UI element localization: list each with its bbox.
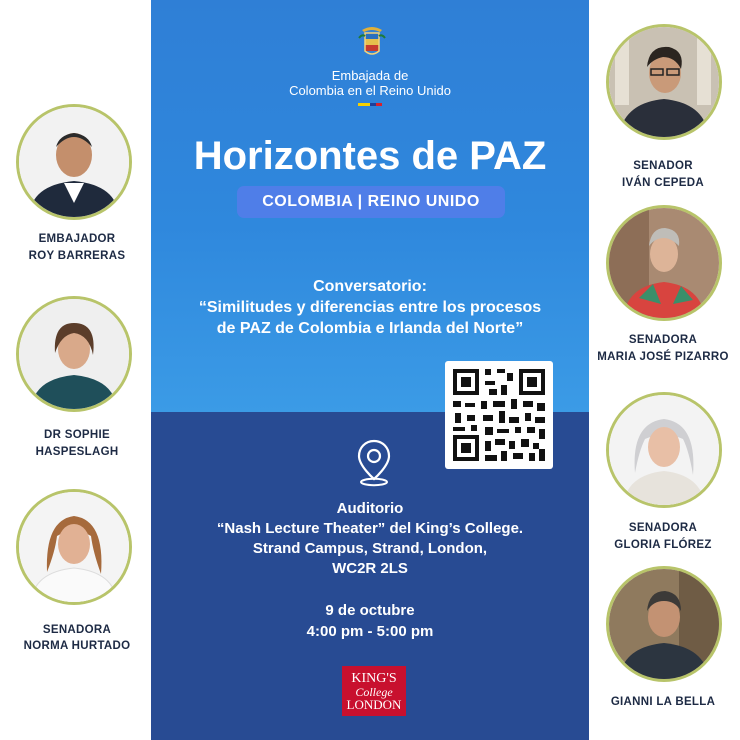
venue-line-2: “Nash Lecture Theater” del King’s College. <box>216 520 524 537</box>
speaker-photo-maria-jose-pizarro <box>606 205 722 321</box>
kings-college-logo <box>342 666 406 716</box>
speaker-name-left-3: NORMA HURTADO <box>23 640 131 652</box>
venue-line-1: Auditorio <box>336 500 404 517</box>
speaker-name-right-2: MARIA JOSÉ PIZARRO <box>597 351 729 363</box>
speaker-role-left-1: EMBAJADOR <box>38 233 116 245</box>
speaker-photo-norma-hurtado <box>16 489 132 605</box>
venue-line-4: WC2R 2LS <box>332 560 408 577</box>
qr-code[interactable] <box>445 361 553 469</box>
logo-line-3: LONDON <box>346 697 402 712</box>
logo-line-2: College <box>355 685 393 699</box>
speaker-name-right-1: IVÁN CEPEDA <box>622 177 704 189</box>
poster-panel <box>151 0 589 740</box>
logo-line-1: KING'S <box>351 671 397 686</box>
speaker-role-left-3: SENADORA <box>42 624 112 636</box>
speaker-photo-sophie-haspeslagh <box>16 296 132 412</box>
venue-line-3: Strand Campus, Strand, London, <box>252 540 488 557</box>
speaker-role-right-3: SENADORA <box>628 522 698 534</box>
event-time: 4:00 pm - 5:00 pm <box>306 623 434 640</box>
location-pin-icon <box>354 437 394 487</box>
flag-bar <box>358 103 382 106</box>
talk-line-2: “Similitudes y diferencias entre los procesos <box>198 299 542 316</box>
speaker-name-left-1: ROY BARRERAS <box>28 250 126 262</box>
speaker-name-right-4: GIANNI LA BELLA <box>610 696 716 708</box>
talk-line-3: de PAZ de Colombia e Irlanda del Norte” <box>216 320 524 337</box>
event-date: 9 de octubre <box>325 602 415 619</box>
speaker-photo-gloria-florez <box>606 392 722 508</box>
colombia-crest-icon <box>358 24 386 58</box>
speaker-role-right-2: SENADORA <box>628 334 698 346</box>
speaker-role-right-1: SENADOR <box>633 160 693 172</box>
event-title: Horizontes de PAZ <box>193 134 547 178</box>
speaker-photo-ivan-cepeda <box>606 24 722 140</box>
embassy-line-2: Colombia en el Reino Unido <box>289 83 451 98</box>
speaker-photo-gianni-la-bella <box>606 566 722 682</box>
speaker-name-right-3: GLORIA FLÓREZ <box>614 539 712 551</box>
speaker-photo-roy-barreras <box>16 104 132 220</box>
embassy-line-1: Embajada de <box>331 68 409 83</box>
speaker-name-left-2: HASPESLAGH <box>35 446 119 458</box>
speaker-role-left-2: DR SOPHIE <box>44 429 110 441</box>
talk-line-1: Conversatorio: <box>313 278 427 295</box>
subtitle-badge: COLOMBIA | REINO UNIDO <box>237 186 505 218</box>
